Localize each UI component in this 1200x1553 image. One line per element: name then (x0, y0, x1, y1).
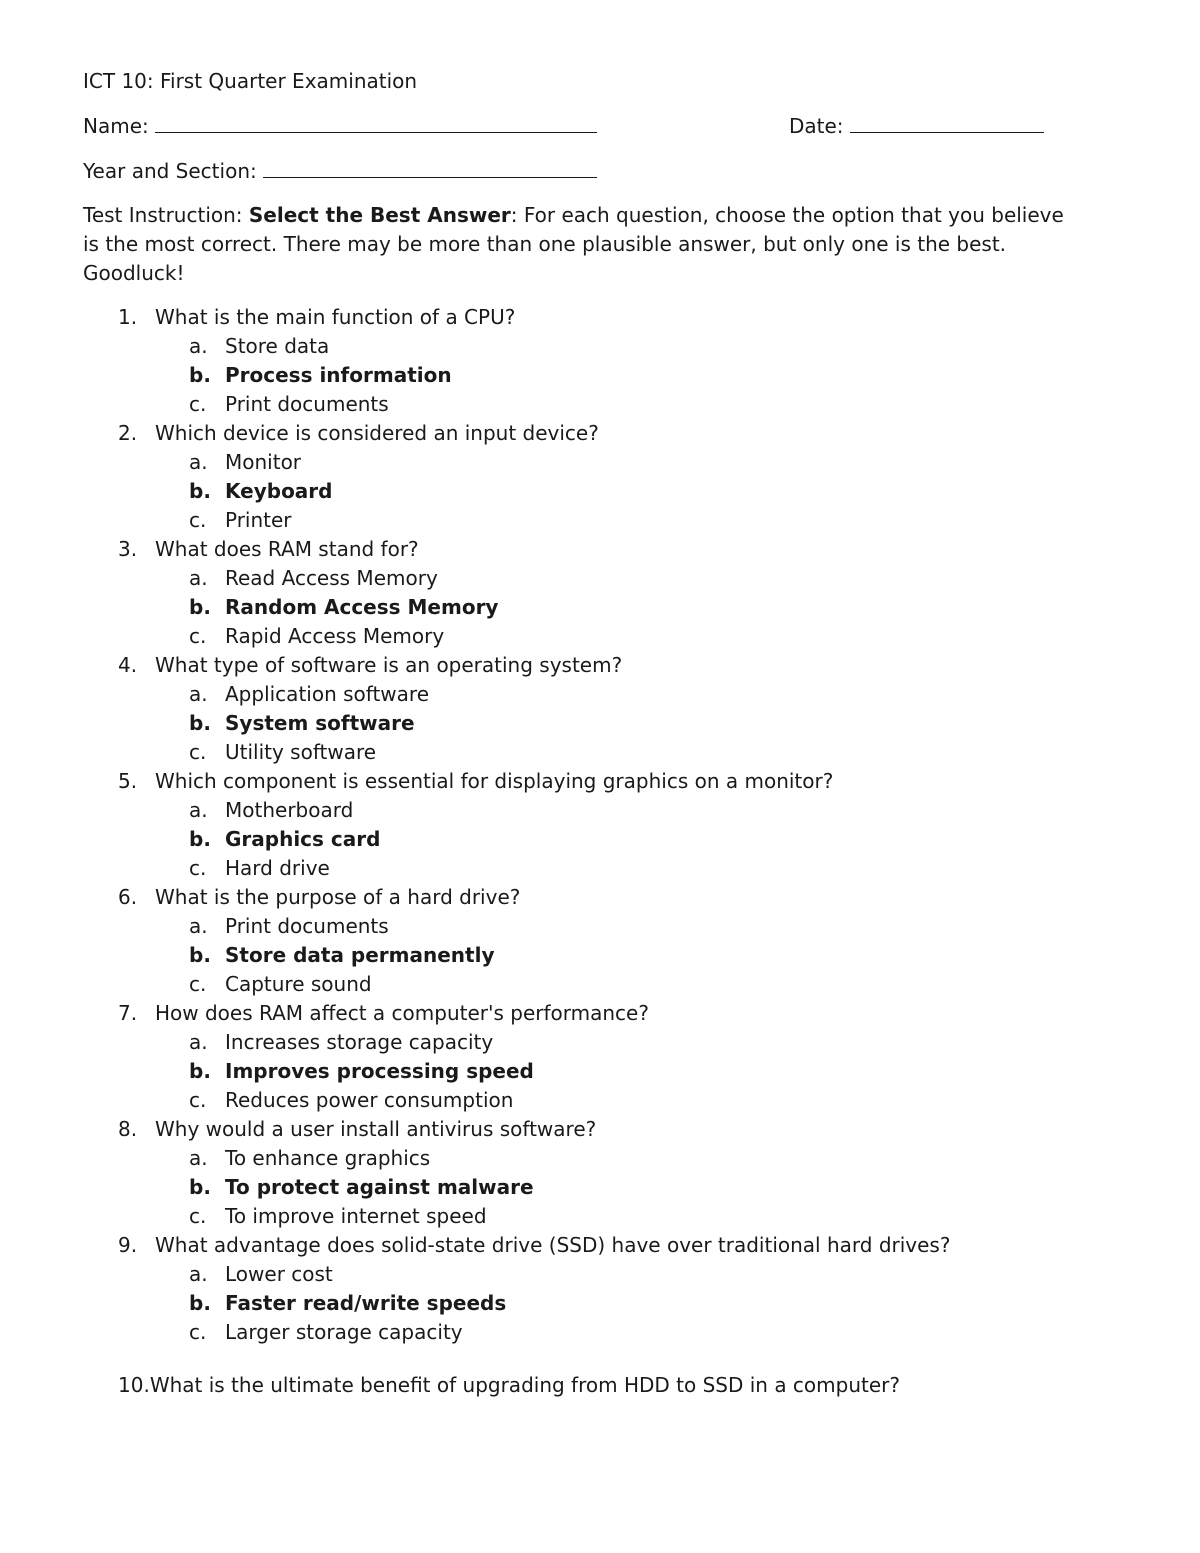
question-text: What type of software is an operating system? (155, 653, 623, 677)
question-number: 7. (118, 1001, 138, 1025)
option-letter: a. (189, 1262, 208, 1286)
question-number: 8. (118, 1117, 138, 1141)
answer-option-8-c[interactable] (0, 1202, 1200, 1231)
question-text: What is the purpose of a hard drive? (155, 885, 521, 909)
answer-option-5-a[interactable] (0, 796, 1200, 825)
question-text: What does RAM stand for? (155, 537, 419, 561)
question-4 (0, 651, 1200, 680)
answer-option-7-b[interactable] (0, 1057, 1200, 1086)
answer-option-5-c[interactable] (0, 854, 1200, 883)
question-text: What advantage does solid-state drive (SSD) have over traditional hard drives? (155, 1233, 951, 1257)
option-letter: b. (189, 1175, 211, 1199)
option-letter: b. (189, 711, 211, 735)
answer-option-1-b[interactable] (0, 361, 1200, 390)
question-text: What is the ultimate benefit of upgrading from HDD to SSD in a computer? (149, 1373, 900, 1397)
option-letter: c. (189, 624, 207, 648)
date-blank[interactable] (850, 112, 1044, 133)
answer-option-8-b[interactable] (0, 1173, 1200, 1202)
option-text: Graphics card (225, 827, 381, 851)
question-text: How does RAM affect a computer's performance? (155, 1001, 649, 1025)
option-letter: c. (189, 972, 207, 996)
name-label: Name: (83, 114, 149, 138)
option-text: Utility software (225, 740, 377, 764)
year-section-blank[interactable] (263, 157, 597, 178)
question-8 (0, 1115, 1200, 1144)
option-text: System software (225, 711, 415, 735)
question-number: 10. (118, 1373, 150, 1397)
option-text: To enhance graphics (225, 1146, 431, 1170)
option-letter: b. (189, 479, 211, 503)
question-text: Why would a user install antivirus software? (155, 1117, 597, 1141)
option-text: Hard drive (225, 856, 330, 880)
year-section-field-row (83, 157, 597, 186)
question-number: 1. (118, 305, 138, 329)
answer-option-9-a[interactable] (0, 1260, 1200, 1289)
question-6 (0, 883, 1200, 912)
option-text: To protect against malware (225, 1175, 534, 1199)
option-text: Faster read/write speeds (225, 1291, 507, 1315)
question-text: Which component is essential for displaying graphics on a monitor? (155, 769, 834, 793)
answer-option-2-b[interactable] (0, 477, 1200, 506)
answer-option-3-b[interactable] (0, 593, 1200, 622)
option-text: Printer (225, 508, 292, 532)
answer-option-1-c[interactable] (0, 390, 1200, 419)
instructions-emphasis: Select the Best Answer (248, 203, 511, 227)
option-text: Monitor (225, 450, 302, 474)
option-letter: b. (189, 1291, 211, 1315)
option-letter: c. (189, 392, 207, 416)
option-text: Print documents (225, 392, 389, 416)
answer-option-6-c[interactable] (0, 970, 1200, 999)
option-letter: a. (189, 450, 208, 474)
answer-option-6-b[interactable] (0, 941, 1200, 970)
option-text: Store data (225, 334, 330, 358)
question-text: What is the main function of a CPU? (155, 305, 516, 329)
question-7 (0, 999, 1200, 1028)
option-text: Motherboard (225, 798, 354, 822)
option-letter: b. (189, 595, 211, 619)
answer-option-4-c[interactable] (0, 738, 1200, 767)
option-text: To improve internet speed (225, 1204, 487, 1228)
instructions-prefix: Test Instruction: (83, 203, 249, 227)
answer-option-7-c[interactable] (0, 1086, 1200, 1115)
question-2 (0, 419, 1200, 448)
answer-option-9-c[interactable] (0, 1318, 1200, 1347)
question-10 (118, 1371, 900, 1400)
option-letter: c. (189, 740, 207, 764)
question-9 (0, 1231, 1200, 1260)
answer-option-3-c[interactable] (0, 622, 1200, 651)
answer-option-7-a[interactable] (0, 1028, 1200, 1057)
question-number: 9. (118, 1233, 138, 1257)
option-text: Keyboard (225, 479, 333, 503)
answer-option-2-a[interactable] (0, 448, 1200, 477)
answer-option-2-c[interactable] (0, 506, 1200, 535)
option-text: Read Access Memory (225, 566, 438, 590)
option-letter: a. (189, 334, 208, 358)
exam-title: ICT 10: First Quarter Examination (83, 69, 418, 93)
option-letter: a. (189, 1030, 208, 1054)
option-letter: a. (189, 798, 208, 822)
question-5 (0, 767, 1200, 796)
question-text: Which device is considered an input device? (155, 421, 599, 445)
option-text: Lower cost (225, 1262, 333, 1286)
year-section-label: Year and Section: (83, 159, 257, 183)
option-letter: c. (189, 508, 207, 532)
question-1 (0, 303, 1200, 332)
question-3 (0, 535, 1200, 564)
answer-option-6-a[interactable] (0, 912, 1200, 941)
option-letter: b. (189, 827, 211, 851)
option-letter: a. (189, 1146, 208, 1170)
answer-option-3-a[interactable] (0, 564, 1200, 593)
answer-option-4-b[interactable] (0, 709, 1200, 738)
test-instructions (83, 201, 1073, 288)
option-text: Capture sound (225, 972, 372, 996)
option-text: Increases storage capacity (225, 1030, 494, 1054)
option-letter: c. (189, 856, 207, 880)
answer-option-5-b[interactable] (0, 825, 1200, 854)
option-text: Print documents (225, 914, 389, 938)
option-text: Application software (225, 682, 429, 706)
option-text: Process information (225, 363, 452, 387)
question-number: 2. (118, 421, 138, 445)
name-blank[interactable] (155, 112, 597, 133)
answer-option-9-b[interactable] (0, 1289, 1200, 1318)
option-text: Store data permanently (225, 943, 495, 967)
answer-option-1-a[interactable] (0, 332, 1200, 361)
option-letter: a. (189, 914, 208, 938)
date-label: Date: (789, 114, 844, 138)
answer-option-8-a[interactable] (0, 1144, 1200, 1173)
name-field-row (83, 112, 597, 141)
option-letter: b. (189, 1059, 211, 1083)
option-text: Larger storage capacity (225, 1320, 463, 1344)
question-number: 6. (118, 885, 138, 909)
question-number: 3. (118, 537, 138, 561)
option-letter: c. (189, 1320, 207, 1344)
option-letter: b. (189, 363, 211, 387)
option-letter: a. (189, 682, 208, 706)
answer-option-4-a[interactable] (0, 680, 1200, 709)
option-letter: c. (189, 1204, 207, 1228)
instructions-body: : For each question, choose the option that you believe is the most correct. There may be more than one plausible answer, but only one is the best. Goodluck! (83, 203, 1064, 285)
question-number: 4. (118, 653, 138, 677)
option-text: Random Access Memory (225, 595, 499, 619)
option-text: Rapid Access Memory (225, 624, 445, 648)
option-text: Improves processing speed (225, 1059, 534, 1083)
option-letter: b. (189, 943, 211, 967)
option-text: Reduces power consumption (225, 1088, 514, 1112)
date-field-row (789, 112, 1044, 141)
question-list (0, 303, 1200, 1347)
question-number: 5. (118, 769, 138, 793)
option-letter: a. (189, 566, 208, 590)
option-letter: c. (189, 1088, 207, 1112)
